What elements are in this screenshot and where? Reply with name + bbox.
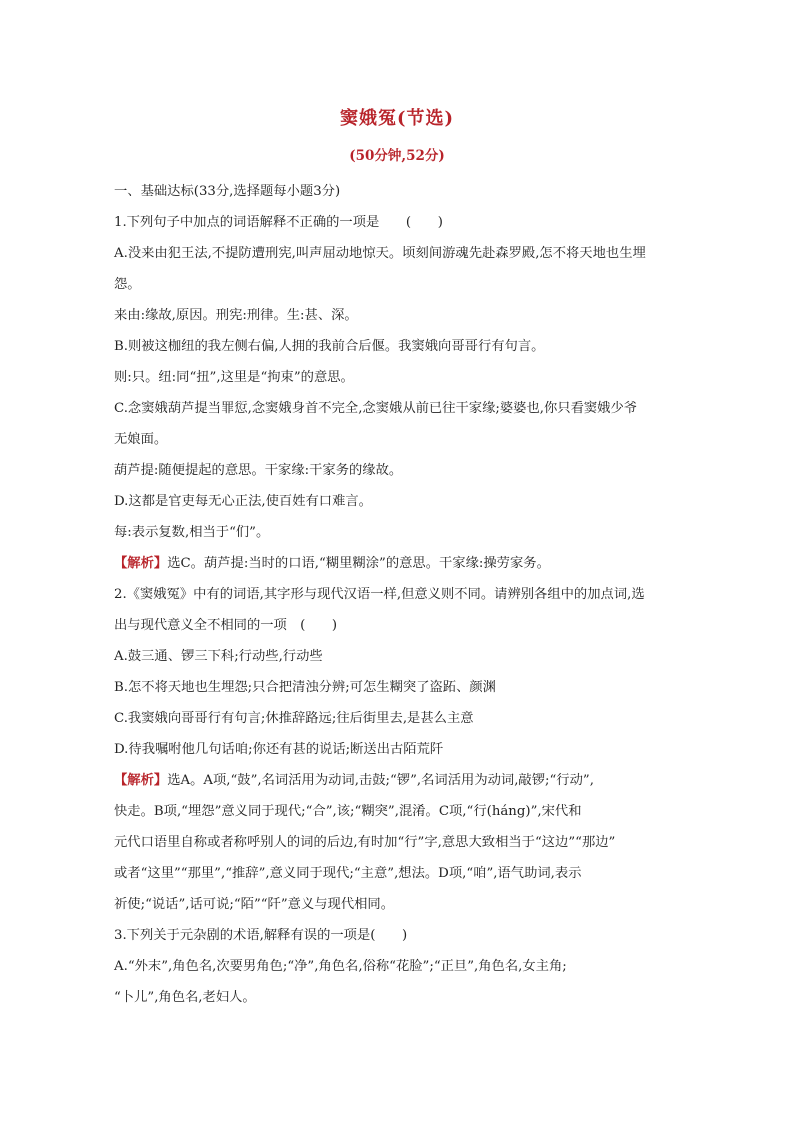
page-subtitle: (50分钟,52分) [349, 148, 445, 164]
analysis-2-cont: 元代口语里自称或者称呼别人的词的后边,有时加“行”字,意思大致相当于“这边”“那边” [114, 835, 616, 850]
option-d-gloss: 每:表示复数,相当于“们”。 [114, 525, 270, 540]
option-b-gloss: 则:只。纽:同“扭”,这里是“拘束”的意思。 [114, 370, 354, 385]
option-a-cont: 怨。 [114, 277, 141, 292]
q2-option-c: C.我窦娥向哥哥行有句言;休推辞路远;往后街里去,是甚么主意 [114, 711, 474, 726]
option-c-cont: 无娘面。 [114, 432, 168, 447]
q2-option-d: D.待我嘱咐他几句话咱;你还有甚的说话;断送出古陌荒阡 [114, 742, 444, 757]
analysis-label: 【解析】 [114, 773, 168, 788]
analysis-2: 【解析】选A。A项,“鼓”,名词活用为动词,击鼓;“锣”,名词活用为动词,敲锣;“行动”, [114, 773, 594, 788]
analysis-label: 【解析】 [114, 556, 168, 571]
q2-option-b: B.怎不将天地也生埋怨;只合把清浊分辨;可怎生糊突了盗跖、颜渊 [114, 680, 496, 695]
q3-option-a: A.“外末”,角色名,次要男角色;“净”,角色名,俗称“花脸”;“正旦”,角色名,女主角; [114, 959, 567, 974]
question-3: 3.下列关于元杂剧的术语,解释有误的一项是( ) [114, 928, 408, 943]
question-1: 1.下列句子中加点的词语解释不正确的一项是 ( ) [114, 215, 443, 230]
question-2: 2.《窦娥冤》中有的词语,其字形与现代汉语一样,但意义则不同。请辨别各组中的加点词,选 [114, 587, 645, 602]
page-title: 窦娥冤(节选) [339, 108, 455, 129]
section-heading: 一、基础达标(33分,选择题每小题3分) [114, 184, 341, 199]
analysis-1: 【解析】选C。葫芦提:当时的口语,“糊里糊涂”的意思。干家缘:操劳家务。 [114, 556, 550, 571]
option-d: D.这都是官吏每无心正法,使百姓有口难言。 [114, 494, 372, 509]
analysis-2-cont: 或者“这里”“那里”,“推辞”,意义同于现代;“主意”,想法。D项,“咱”,语气助词,表示 [114, 866, 582, 881]
q2-option-a: A.鼓三通、锣三下科;行动些,行动些 [114, 649, 323, 664]
option-c-gloss: 葫芦提:随便提起的意思。干家缘:干家务的缘故。 [114, 463, 403, 478]
option-a-gloss: 来由:缘故,原因。刑宪:刑律。生:甚、深。 [114, 308, 358, 323]
option-b: B.则被这枷纽的我左侧右偏,人拥的我前合后偃。我窦娥向哥哥行有句言。 [114, 339, 545, 354]
q3-option-a-cont: “卜儿”,角色名,老妇人。 [114, 990, 256, 1005]
option-c: C.念窦娥葫芦提当罪愆,念窦娥身首不完全,念窦娥从前已往干家缘;婆婆也,你只看窦娥少爷 [114, 401, 638, 416]
question-2-cont: 出与现代意义全不相同的一项 ( ) [114, 618, 338, 633]
analysis-2-cont: 快走。B项,“埋怨”意义同于现代;“合”,该;“糊突”,混淆。C项,“行(háng)”,宋代和 [114, 804, 582, 819]
analysis-2-cont: 祈使;“说话”,话可说;“陌”“阡”意义与现代相同。 [114, 897, 395, 912]
document-body [114, 176, 686, 1013]
option-a: A.没来由犯王法,不提防遭刑宪,叫声屈动地惊天。顷刻间游魂先赴森罗殿,怎不将天地也生埋 [114, 246, 646, 261]
